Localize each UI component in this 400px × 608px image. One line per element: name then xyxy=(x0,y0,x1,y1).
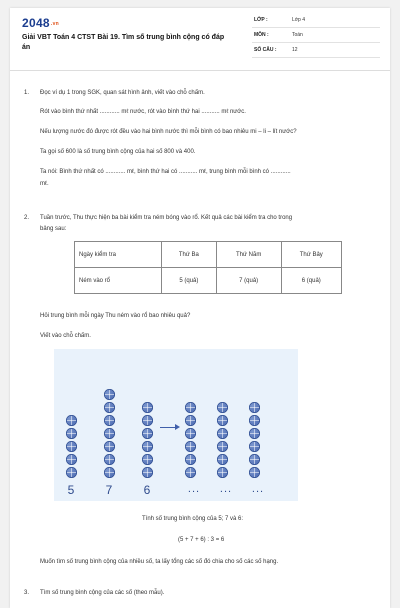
basketball-icon xyxy=(249,415,260,426)
basketball-icon xyxy=(66,441,77,452)
table-cell: Thứ Ba xyxy=(162,242,217,268)
figure-label: ... xyxy=(251,483,265,495)
question-number: 2. xyxy=(24,215,30,221)
basketball-icon xyxy=(66,428,77,439)
table-cell: 6 (quả) xyxy=(281,268,341,294)
basketball-icon xyxy=(104,389,115,400)
page-header xyxy=(10,8,390,71)
question-text: Hỏi trung bình mỗi ngày Thu ném vào rổ bao nhiêu quả? xyxy=(40,313,191,319)
basketball-icon xyxy=(185,467,196,478)
question-prompt: Tuần trước, Thu thực hiện ba bài kiểm tra ném bóng vào rổ. Kết quả các bài kiểm tra cho trong xyxy=(40,215,293,221)
table-row xyxy=(75,268,342,294)
question-text: Ta gọi số 600 là số trung bình cộng của hai số 800 và 400. xyxy=(40,149,196,155)
meta-row-grade xyxy=(252,14,380,28)
basketball-icon xyxy=(217,454,228,465)
formula: (5 + 7 + 6) : 3 = 6 xyxy=(178,537,225,543)
table-cell: 5 (quả) xyxy=(162,268,217,294)
basketball-icon xyxy=(142,454,153,465)
page-title: Giải VBT Toán 4 CTST Bài 19. Tìm số trung bình cộng có đáp án xyxy=(22,34,225,51)
basketball-icon xyxy=(66,454,77,465)
table-cell: Ngày kiểm tra xyxy=(75,242,162,268)
meta-value: Toán xyxy=(292,32,303,38)
fill-line: Ta nói: Bình thứ nhất có ............ mℓ, bình thứ hai có ........... mℓ, trung bình mỗi bình có ............ xyxy=(40,169,291,175)
meta-key: SỐ CÂU : xyxy=(254,47,277,53)
basketball-icon xyxy=(217,402,228,413)
site-logo[interactable]: $2048^{.vn}$ xyxy=(22,16,60,30)
basketball-icon xyxy=(104,441,115,452)
document-page xyxy=(10,8,390,608)
basketball-icon xyxy=(142,402,153,413)
basketball-icon xyxy=(185,441,196,452)
basketball-icon xyxy=(104,467,115,478)
question-prompt: bảng sau: xyxy=(40,226,67,232)
basketball-icon xyxy=(185,402,196,413)
results-table xyxy=(74,241,342,294)
basketball-icon xyxy=(104,415,115,426)
question-prompt: Đọc ví dụ 1 trong SGK, quan sát hình ảnh, viết vào chỗ chấm. xyxy=(40,90,205,96)
basketball-icon xyxy=(217,428,228,439)
meta-key: LỚP : xyxy=(254,17,268,23)
table-cell: Thứ Bảy xyxy=(281,242,341,268)
meta-value: Lớp 4 xyxy=(292,17,306,23)
basketball-icon xyxy=(104,454,115,465)
basketball-icon xyxy=(217,467,228,478)
rule-text: Muốn tìm số trung bình cộng của nhiều số, ta lấy tổng các số đó chia cho số các số hạng. xyxy=(40,559,279,565)
meta-value: 12 xyxy=(292,47,298,53)
table-row xyxy=(75,242,342,268)
meta-row-question-count xyxy=(252,44,380,58)
question-instruction: Viết vào chỗ chấm. xyxy=(40,333,91,339)
fill-line: mℓ. xyxy=(40,181,49,187)
figure-label: ... xyxy=(219,483,233,495)
arrow-right-icon xyxy=(160,427,178,428)
basketball-icon xyxy=(142,467,153,478)
figure-caption: Tính số trung bình cộng của 5; 7 và 6: xyxy=(142,516,244,522)
basketball-icon xyxy=(142,415,153,426)
figure-label: ... xyxy=(187,483,201,495)
question-prompt: Tìm số trung bình cộng của các số (theo mẫu). xyxy=(40,590,165,596)
basketball-icon xyxy=(142,441,153,452)
table-cell: 7 (quả) xyxy=(216,268,281,294)
basketball-icon xyxy=(249,467,260,478)
basketball-icon xyxy=(66,415,77,426)
basketball-icon xyxy=(185,454,196,465)
basketball-icon xyxy=(249,428,260,439)
table-cell: Thứ Năm xyxy=(216,242,281,268)
meta-row-subject xyxy=(252,29,380,43)
basketball-icon xyxy=(104,402,115,413)
question-number: 1. xyxy=(24,90,30,96)
basketball-icon xyxy=(66,467,77,478)
basketball-icon xyxy=(185,415,196,426)
fill-line: Rót vào bình thứ nhất ............ mℓ nước, rót vào bình thứ hai ........... mℓ nước. xyxy=(40,109,246,115)
basketball-icon xyxy=(249,402,260,413)
table-cell: Ném vào rổ xyxy=(75,268,162,294)
basketball-icon xyxy=(217,441,228,452)
figure-label: 7 xyxy=(105,483,113,497)
basketball-icon xyxy=(249,441,260,452)
figure-label: 5 xyxy=(67,483,75,497)
basketball-icon xyxy=(217,415,228,426)
basketball-icon xyxy=(185,428,196,439)
question-text: Nếu lượng nước đó được rót đều vào hai bình nước thì mỗi bình có bao nhiêu mi – li – lít nước? xyxy=(40,129,297,135)
basketball-illustration xyxy=(54,349,298,501)
basketball-icon xyxy=(249,454,260,465)
question-number: 3. xyxy=(24,590,30,596)
meta-key: MÔN : xyxy=(254,32,269,38)
figure-label: 6 xyxy=(143,483,151,497)
basketball-icon xyxy=(104,428,115,439)
basketball-icon xyxy=(142,428,153,439)
